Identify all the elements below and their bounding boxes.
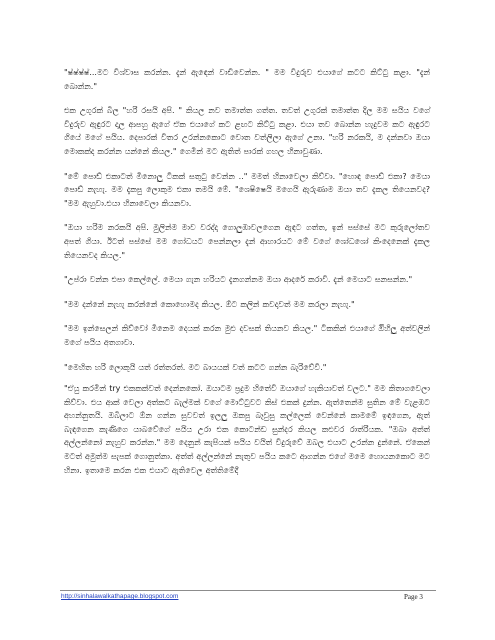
footer-blog-link[interactable]: http://sinhalawalkathapage.blogspot.com bbox=[61, 593, 179, 600]
paragraph: "ඒයු කරමින් try එකකක්වත් දෙන්නකෝ. ඔයාටම ප්‍රදුම හිතේවි ඔයාගේ හැකියාවත් වලට." මම කිතාගවෙලා කිව්වා. එය ආක් වෙලා අත්කට බැල්මක් වගේ මොට්ටුවට කිස් එකක් දුන්න. ඇත්තෙන්ම සුතින මේ වැළඹට අහන්නුතයි. ඔබිලාට ඕන ගන්න සුවවත් ඉලලු ඔකපු බෑවුසු කල්ලෙක් වෙන්නේ කාමමේ ඉඳගෙන, ඇත් බැඳගෙන කැණිගෙ යාබවේගේ පයිය උරා එක කොටන්ඩ සුන්දර කියල කළුවර රාත්රියක. "ඔබා අත්ත් අල්ලන්නෝ නැහුව කරන්න." මම දෙනුන් කැපියක් පයිය වයිත් විදුරුවේ ඔබල එයාට උරන්න දුන්නේ. ඒකෙන් මටත් අමුත්ම සැපක් ගොනුත්නා. අත්ත් අල්ලන්නේ නැතුව පයිය කටෙ ආගන්න එගේ මමෙ හොයනකොට මට හිනා. ඉතාමෙ කරන එක එයාට ඇතිවෙල අත්තිමේදී bbox=[64, 384, 431, 475]
paragraph: "මෙහිත හරි ලොකුයි යත් රත්තරත්. මට බායයක් වත් කටට ගන්න බැරිවේවි." bbox=[64, 362, 327, 372]
paragraph: "මම ඉන්සෙලන් කිව්වෝ මිනෙම දෙයක් කරන මුළු දවසක් තියනව කියල." ටිකකින් එයාගේ ඔිහිලු අත්වලින් මගේ පයිය අතගාවා. bbox=[64, 324, 430, 347]
paragraph: "ෂ්ෂ්ෂ්ෂ්...මට විශ්වාස කරන්න. දැන් ඇඳෙන් වාඩිවෙන්න. " මම විදුරුව එයාගේ කටට කිට්ටු කළා. "දැන් බොන්න." bbox=[64, 68, 430, 91]
paragraph: "මම දන්නේ නැහැ කරන්නේ කොහොමද කියල. ඕට කලින් කවදාවත් මම කරලා නැහැ." bbox=[64, 299, 355, 309]
paragraph: "ඔයා හරිම නරකයි අපි. මුලින්ම මාව වරද්දා ගොලුඹාවලගෙන ඇඳට ගත්ත, ඉන් පස්සේ මට කුරුලෝතව අපත් ගියා. ඊටත් පස්සේ මම ගෝධයට පෙන්නලා දැන් ආහාරයට මේ වගේ ශෝධශෝ කිංදෙනෙක් දැකල තියෙනවද කියල." bbox=[64, 223, 430, 260]
paragraph: "උප්රා වන්න එපා කෙල්ලේ. මෙයා ගැන හරියට දැනගන්නම ඔයා ආදරේ කරාවි. දැන් මෙයාට සනසන්න." bbox=[64, 275, 413, 285]
paragraph: "මේ පොඩ් එකාටත් මිනොලු ටිකක් සතුටු වෙන්න .." මමත් හිනාවෙලා කිව්වා. "හොඳ පොඩ් එකා? මෙයා පොඩ් නැහැ. මම දැකපු ලොකුම එකා තමයි මේ. "ශෙෂිෂෙයි මගෙයි ඇරුණාම ඔයා තව දැකල තියෙනවද? "මම ඇහුවා.එයා හිනාවෙලා කියනවා. bbox=[64, 171, 430, 208]
footer-divider bbox=[60, 590, 436, 591]
document-body bbox=[64, 66, 430, 488]
page-number: Page 3 bbox=[404, 593, 423, 601]
paragraph: එක උගුරක් බීල "හරි රසයි අපි. " කියල නව තමාත්ත ගත්ත. තවත් උගුරක් තමාත්ත දිල මම සයිය වගේ විදුරුව ඇඳුරට දාල ආපහු ඇගේ ඒක එයාගේ කට ළඟට කිට්ටු කළා. එයා තව බොන්න හැදුවම කට ඇඳුරට ගියේ මගේ පයිය. දෙපාරක් විතර උරන්නකොට වොත වත්ලිලා ඇගේ උනා. "හරි නරකයි, ම දන්නවා ඔයා මොකක්ද කරන්න යන්නේ කියල." ගෙමින් මට ඇතිත් පාරක් ගහල හිනාවුණා. bbox=[64, 106, 430, 156]
